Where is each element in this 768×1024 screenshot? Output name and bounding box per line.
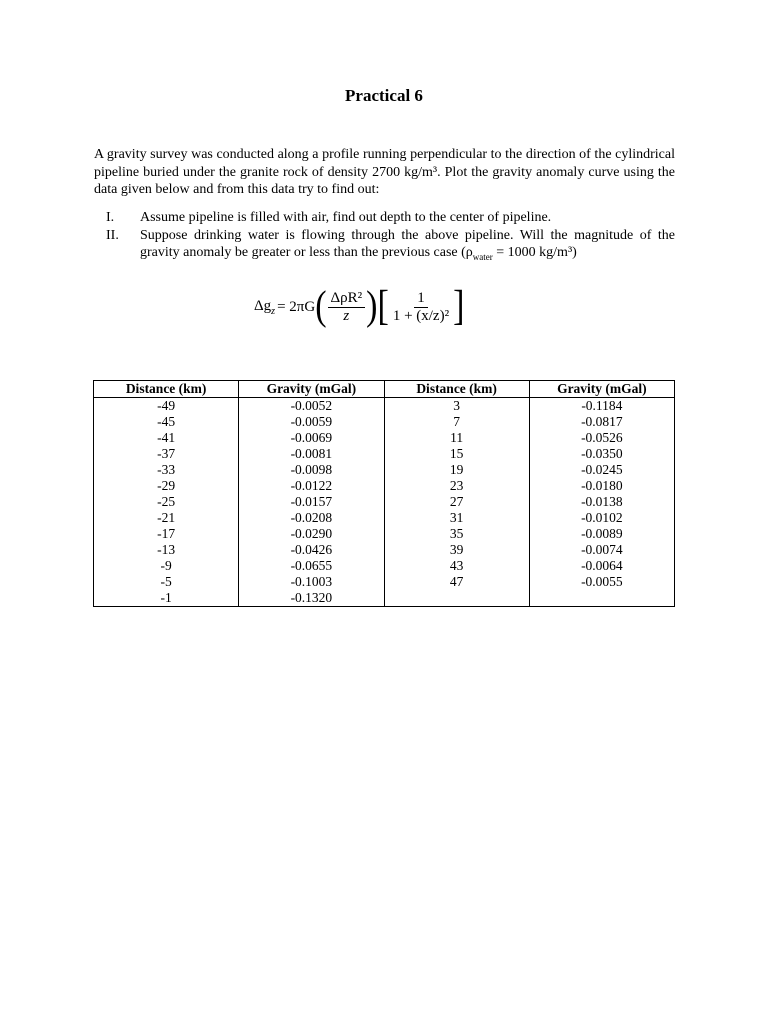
table-cell: -0.0290 [239,526,384,542]
table-cell: -0.0089 [529,526,674,542]
table-cell: -0.0074 [529,542,674,558]
table-cell: 31 [384,510,529,526]
table-cell: 15 [384,446,529,462]
table-cell: -21 [94,510,239,526]
table-body [94,398,675,607]
table-row [94,542,675,558]
table-cell: -0.0138 [529,494,674,510]
table-cell: -0.0102 [529,510,674,526]
table-cell: -37 [94,446,239,462]
table-cell: 23 [384,478,529,494]
table-header-distance-1: Distance (km) [94,381,239,398]
table-header-distance-2: Distance (km) [384,381,529,398]
list-item [94,209,675,227]
formula-equals: = 2πG [277,298,316,315]
fraction-1-denominator: z [343,307,350,324]
table-cell: -1 [94,590,239,607]
question-list [94,209,675,266]
table-cell: -0.0069 [239,430,384,446]
list-text-tail: = 1000 kg/m³) [492,245,577,260]
table-cell: -41 [94,430,239,446]
fraction-2-numerator: 1 [414,290,428,308]
fraction-2-denominator: 1 + (x/z)² [392,307,450,324]
table-cell: -5 [94,574,239,590]
list-text: Assume pipeline is filled with air, find out depth to the center of pipeline. [140,210,552,225]
table-row [94,430,675,446]
formula-lhs-sub: z [271,305,276,317]
fraction-1-numerator: ΔρR² [328,290,366,308]
fraction-1 [328,290,366,325]
table-cell: 7 [384,414,529,430]
gravity-formula [254,282,464,332]
table-row [94,510,675,526]
right-bracket: ] [453,283,465,330]
table-cell: -0.0064 [529,558,674,574]
formula-lhs [254,298,275,317]
table-cell: -0.0098 [239,462,384,478]
table-cell: 47 [384,574,529,590]
page-title: Practical 6 [345,86,423,105]
left-bracket: [ [377,283,389,330]
table-cell: -0.0655 [239,558,384,574]
left-paren: ( [315,284,327,329]
table-row [94,590,675,607]
table-cell: 35 [384,526,529,542]
table-cell: -0.0245 [529,462,674,478]
table-cell: 43 [384,558,529,574]
table-cell: -0.0180 [529,478,674,494]
table-cell: -0.0122 [239,478,384,494]
table-cell: -0.1320 [239,590,384,607]
table-cell: -0.0350 [529,446,674,462]
table-cell: 11 [384,430,529,446]
table-cell: 39 [384,542,529,558]
data-table [93,380,675,607]
table-row [94,494,675,510]
table-header-row [94,381,675,398]
list-number: II. [106,227,119,243]
table-cell: -25 [94,494,239,510]
table-cell: -49 [94,398,239,415]
table-cell: -29 [94,478,239,494]
table-cell: -0.0426 [239,542,384,558]
table-cell: -45 [94,414,239,430]
table-cell: -0.0208 [239,510,384,526]
table-cell: -0.0052 [239,398,384,415]
table-row [94,558,675,574]
right-paren: ) [366,284,378,329]
formula-delta-g: Δg [254,297,272,314]
table-cell [384,590,529,607]
table-row [94,478,675,494]
table-cell: -0.0157 [239,494,384,510]
table-cell: 19 [384,462,529,478]
table-cell: -0.1003 [239,574,384,590]
table-cell: -17 [94,526,239,542]
table-row [94,414,675,430]
table-header-gravity-2: Gravity (mGal) [529,381,674,398]
table-cell: -0.0817 [529,414,674,430]
table-cell: -0.1184 [529,398,674,415]
table-cell: -0.0059 [239,414,384,430]
table-row [94,446,675,462]
table-cell: -13 [94,542,239,558]
table-header-gravity-1: Gravity (mGal) [239,381,384,398]
list-text-main: Suppose drinking water is flowing through the above pipeline. Will the magnitude of the gravity anomaly be greater or less than the previous case (ρ [140,227,675,260]
table-cell: -0.0081 [239,446,384,462]
list-text [140,227,675,267]
table-row [94,398,675,415]
table-row [94,526,675,542]
rho-subscript: water [472,251,493,262]
table-cell: -9 [94,558,239,574]
list-number: I. [106,210,115,225]
table-row [94,462,675,478]
table-cell: -33 [94,462,239,478]
intro-paragraph: A gravity survey was conducted along a profile running perpendicular to the direction of the cylindrical pipeline buried under the granite rock of density 2700 kg/m³. Plot the gravity anomaly curve using the data given below and from this data try to find out: [94,147,675,197]
table-cell: -0.0526 [529,430,674,446]
table-row [94,574,675,590]
table-cell [529,590,674,607]
fraction-2 [390,290,452,325]
table-cell: 27 [384,494,529,510]
list-item [94,227,675,267]
table-cell: -0.0055 [529,574,674,590]
table-cell: 3 [384,398,529,415]
